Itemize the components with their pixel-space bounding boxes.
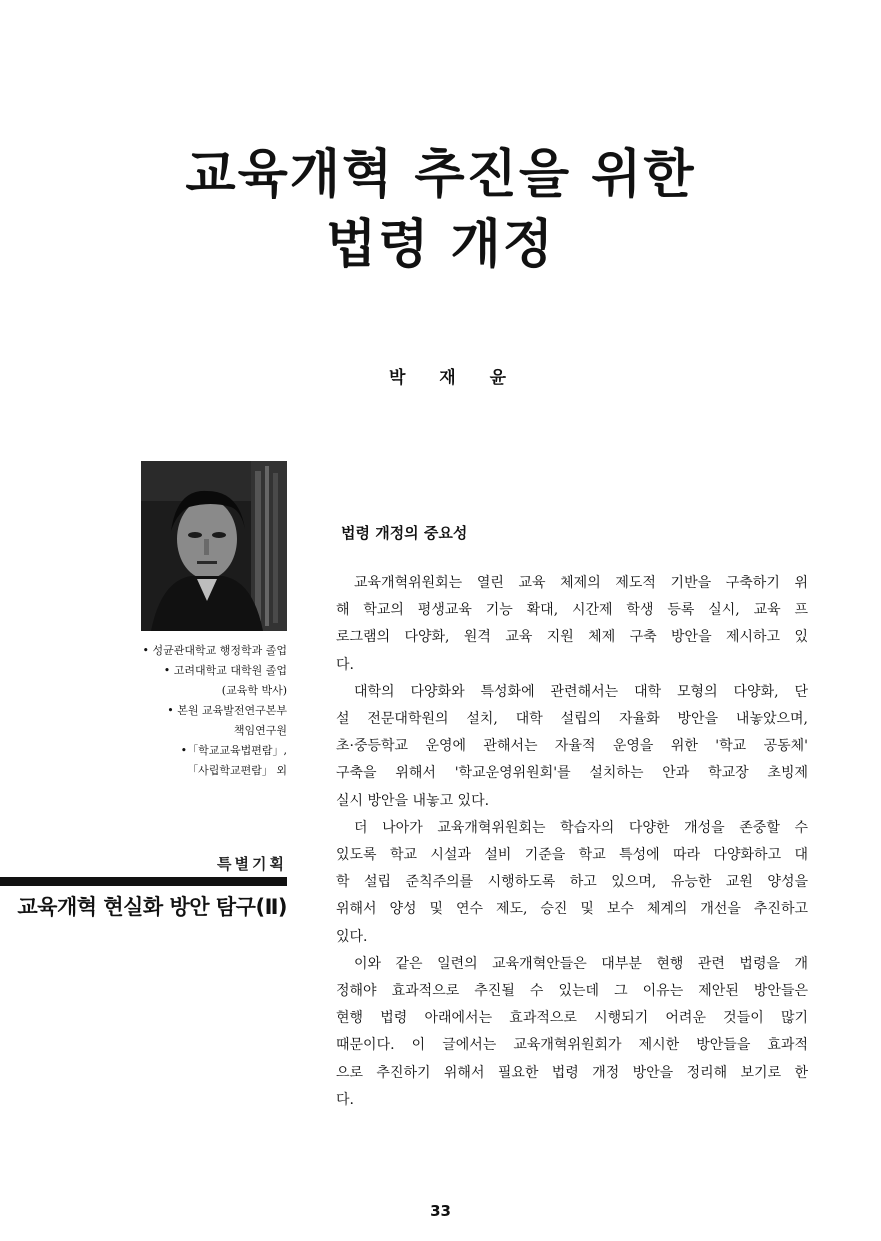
title-line-2: 법령 개정: [325, 215, 556, 275]
body-line: 있도록 학교 시설과 설비 기준을 학교 특성에 따라 다양화하고 대: [336, 847, 808, 864]
body-line: 이와 같은 일련의 교육개혁안들은 대부분 현행 관련 법령을 개: [354, 955, 808, 972]
bio-line: 「사립학교편람」 외: [187, 764, 287, 777]
author-bio: [100, 641, 287, 781]
body-line: 때문이다. 이 글에서는 교육개혁위원회가 제시한 방안들을 효과적: [336, 1037, 808, 1054]
section-heading: 법령 개정의 중요성: [341, 524, 468, 542]
author-name: 박 재 윤: [388, 368, 521, 388]
body-line: 으로 추진하기 위해서 필요한 법령 개정 방안을 정리해 보기로 한: [336, 1064, 808, 1081]
series-divider: [0, 877, 287, 886]
body-line: 더 나아가 교육개혁위원회는 학습자의 다양한 개성을 존중할 수: [354, 819, 808, 836]
bio-line: • 성균관대학교 행정학과 졸업: [142, 644, 287, 657]
body-line: 교육개혁위원회는 열린 교육 체제의 제도적 기반을 구축하기 위: [354, 575, 808, 591]
body-line: 설 전문대학원의 설치, 대학 설립의 자율화 방안을 내놓았으며,: [336, 711, 808, 728]
body-line: 초·중등학교 운영에 관해서는 자율적 운영을 위한 '학교 공동체': [336, 738, 808, 755]
bio-line: • 고려대학교 대학원 졸업: [163, 664, 287, 677]
author-photo: [141, 461, 287, 631]
body-text: [336, 570, 808, 1114]
body-line: 학 설립 준칙주의를 시행하도록 하고 있으며, 유능한 교원 양성을: [336, 874, 808, 891]
body-line: 다.: [336, 656, 354, 673]
title-line-1: 교육개혁 추진을 위한: [185, 145, 696, 205]
body-line: 다.: [336, 1091, 354, 1108]
page-number: 33: [430, 1202, 451, 1220]
series-title: 교육개혁 현실화 방안 탐구(Ⅱ): [17, 895, 287, 919]
bio-line: (교육학 박사): [221, 684, 287, 697]
body-line: 해 학교의 평생교육 기능 확대, 시간제 학생 등록 실시, 교육 프: [336, 602, 808, 619]
body-line: 위해서 양성 및 연수 제도, 승진 및 보수 체계의 개선을 추진하고: [336, 901, 808, 918]
article-title: [0, 140, 881, 280]
body-line: 대학의 다양화와 특성화에 관련해서는 대학 모형의 다양화, 단: [354, 683, 808, 700]
body-line: 실시 방안을 내놓고 있다.: [336, 792, 490, 809]
body-line: 있다.: [336, 928, 368, 945]
body-line: 구축을 위해서 '학교운영위원회'를 설치하는 안과 학교장 초빙제: [336, 765, 808, 782]
bio-line: • 본원 교육발전연구본부: [167, 704, 287, 717]
body-line: 현행 법령 아래에서는 효과적으로 시행되기 어려운 것들이 많기: [336, 1010, 808, 1027]
bio-line: 책임연구원: [233, 724, 287, 737]
body-line: 정해야 효과적으로 추진될 수 있는데 그 이유는 제안된 방안들은: [336, 983, 808, 1000]
series-label: 특별기획: [217, 855, 287, 873]
bio-line: •「학교교육법편람」,: [180, 744, 287, 757]
body-line: 로그램의 다양화, 원격 교육 지원 체제 구축 방안을 제시하고 있: [336, 629, 808, 646]
